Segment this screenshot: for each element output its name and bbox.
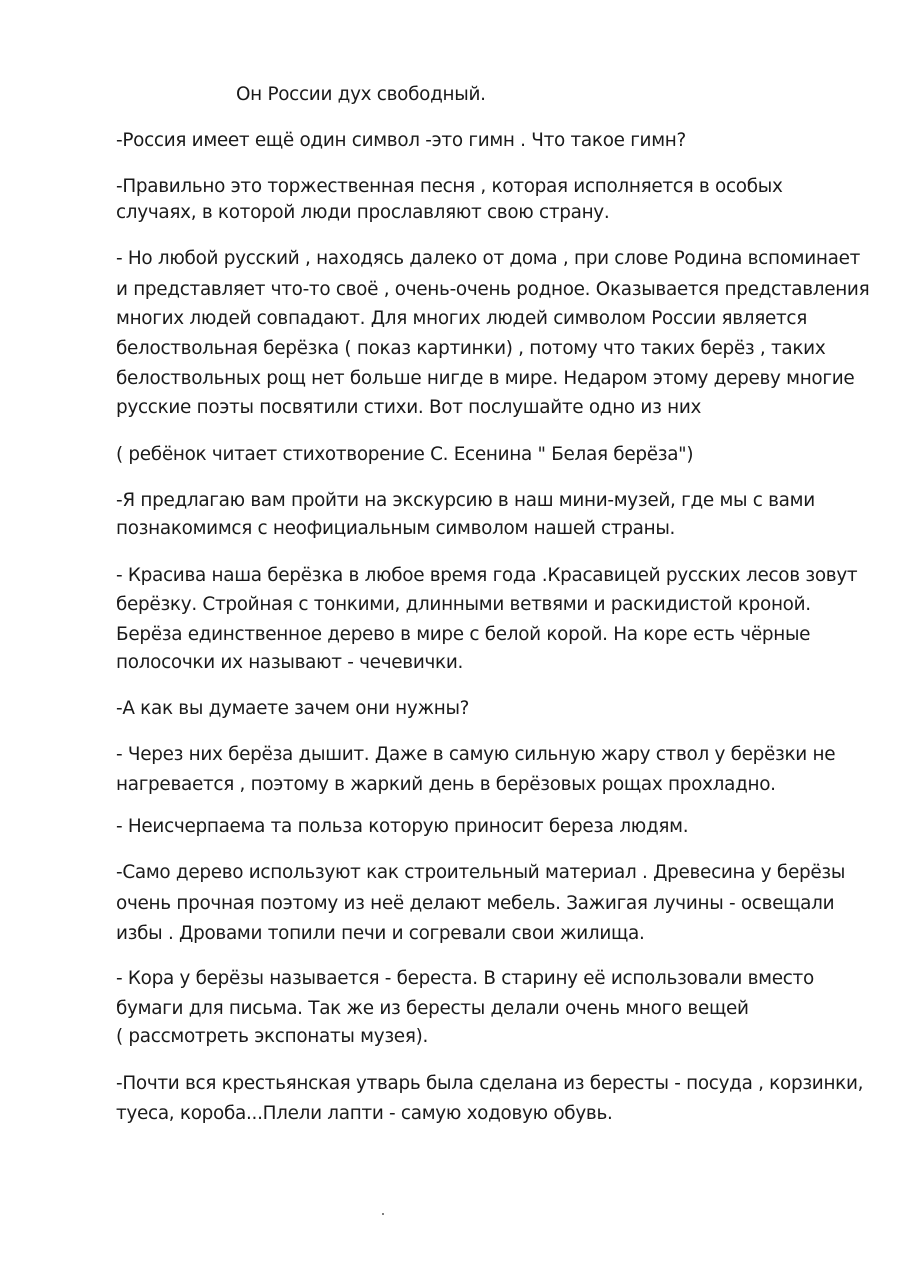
text-line: случаях, в которой люди прославляют свою страну. <box>116 202 610 223</box>
text-line: белоствольных рощ нет больше нигде в мире. Недаром этому дереву многие <box>116 368 855 389</box>
heading-line: Он России дух свободный. <box>236 84 486 105</box>
text-line: - Но любой русский , находясь далеко от дома , при слове Родина вспоминает <box>116 248 861 269</box>
text-line: -Я предлагаю вам пройти на экскурсию в наш мини-музей, где мы с вами <box>116 490 815 511</box>
text-line: русские поэты посвятили стихи. Вот послушайте одно из них <box>116 397 702 418</box>
scan-speck <box>382 1213 384 1215</box>
text-line: - Красива наша берёзка в любое время года .Красавицей русских лесов зовут <box>116 565 858 586</box>
text-line: ( ребёнок читает стихотворение С. Есенина " Белая берёза") <box>116 444 694 465</box>
text-line: очень прочная поэтому из неё делают мебель. Зажигая лучины - освещали <box>116 893 835 914</box>
text-line: избы . Дровами топили печи и согревали свои жилища. <box>116 923 645 944</box>
text-line: туеса, короба...Плели лапти - самую ходовую обувь. <box>116 1103 613 1124</box>
text-line: -Почти вся крестьянская утварь была сделана из бересты - посуда , корзинки, <box>116 1073 864 1094</box>
text-line: - Кора у берёзы называется - береста. В старину её использовали вместо <box>116 968 814 989</box>
text-line: -Правильно это торжественная песня , которая исполняется в особых <box>116 176 783 197</box>
text-line: -Россия имеет ещё один символ -это гимн . Что такое гимн? <box>116 130 686 151</box>
text-line: познакомимся с неофициальным символом нашей страны. <box>116 518 676 539</box>
text-line: -А как вы думаете зачем они нужны? <box>116 698 470 719</box>
text-line: берёзку. Стройная с тонкими, длинными ветвями и раскидистой кроной. <box>116 594 811 615</box>
text-line: - Неисчерпаема та польза которую приносит береза людям. <box>116 816 689 837</box>
text-line: Берёза единственное дерево в мире с белой корой. На коре есть чёрные <box>116 624 811 645</box>
text-line: бумаги для письма. Так же из бересты делали очень много вещей <box>116 998 749 1019</box>
text-line: ( рассмотреть экспонаты музея). <box>116 1026 429 1047</box>
text-line: и представляет что-то своё , очень-очень родное. Оказывается представления <box>116 279 870 300</box>
text-line: - Через них берёза дышит. Даже в самую сильную жару ствол у берёзки не <box>116 744 836 765</box>
text-line: многих людей совпадают. Для многих людей символом России является <box>116 308 808 329</box>
text-line: -Само дерево используют как строительный материал . Древесина у берёзы <box>116 862 846 883</box>
text-line: нагревается , поэтому в жаркий день в берёзовых рощах прохладно. <box>116 774 776 795</box>
text-line: полосочки их называют - чечевички. <box>116 652 464 673</box>
text-line: белоствольная берёзка ( показ картинки) , потому что таких берёз , таких <box>116 338 826 359</box>
